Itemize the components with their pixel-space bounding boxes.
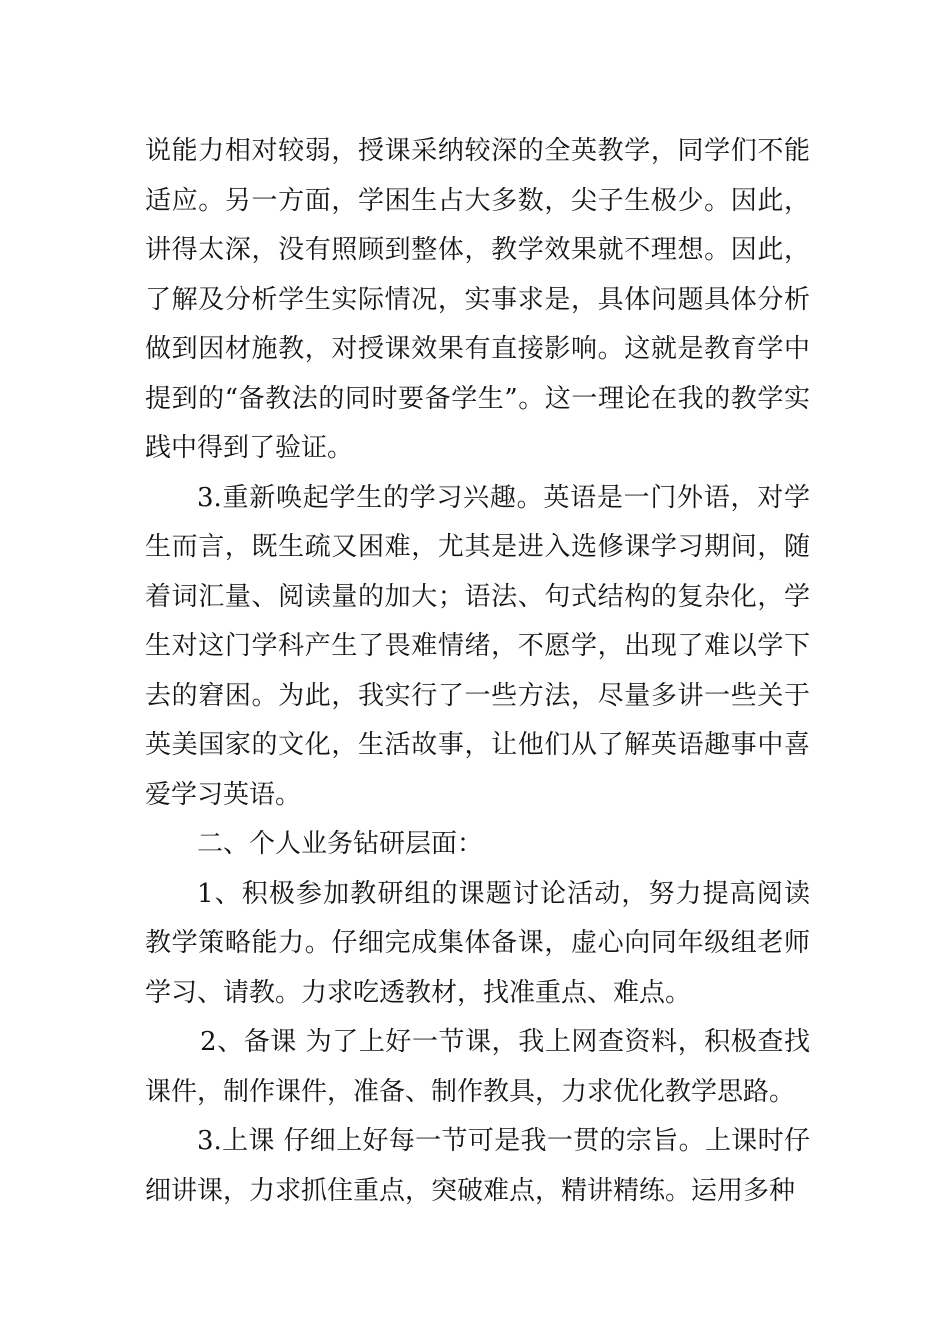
paragraph-classroom-teaching: 3.上课 仔细上好每一节可是我一贯的宗旨。上课时仔细讲课，力求抓住重点，突破难点，精讲精练。运用多种	[145, 1126, 810, 1206]
paragraph-student-analysis: 说能力相对较弱，授课采纳较深的全英教学，同学们不能适应。另一方面，学困生占大多数，尖子生极少。因此，讲得太深，没有照顾到整体，教学效果就不理想。因此，了解及分析学生实际情况，实事求是，具体问题具体分析做到因材施教，对授课效果有直接影响。这就是教育学中提到的“备教法的同时要备学生”。这一理论在我的教学实践中得到了验证。	[145, 136, 810, 463]
section-heading-professional-study: 二、个人业务钻研层面：	[197, 829, 484, 859]
paragraph-learning-interest: 3.重新唤起学生的学习兴趣。英语是一门外语，对学生而言，既生疏又困难，尤其是进入选修课学习期间，随着词汇量、阅读量的加大；语法、句式结构的复杂化，学生对这门学科产生了畏难情绪，不愿学，出现了难以学下去的窘困。为此，我实行了一些方法，尽量多讲一些关于英美国家的文化，生活故事，让他们从了解英语趣事中喜爱学习英语。	[145, 482, 810, 810]
document-body	[145, 127, 810, 1216]
paragraph-lesson-preparation: 2、备课 为了上好一节课，我上网查资料，积极查找课件，制作课件，准备、制作教具，力求优化教学思路。	[145, 1027, 810, 1107]
paragraph-teaching-research: 1、积极参加教研组的课题讨论活动，努力提高阅读教学策略能力。仔细完成集体备课，虚心向同年级组老师学习、请教。力求吃透教材，找准重点、难点。	[145, 878, 810, 1008]
